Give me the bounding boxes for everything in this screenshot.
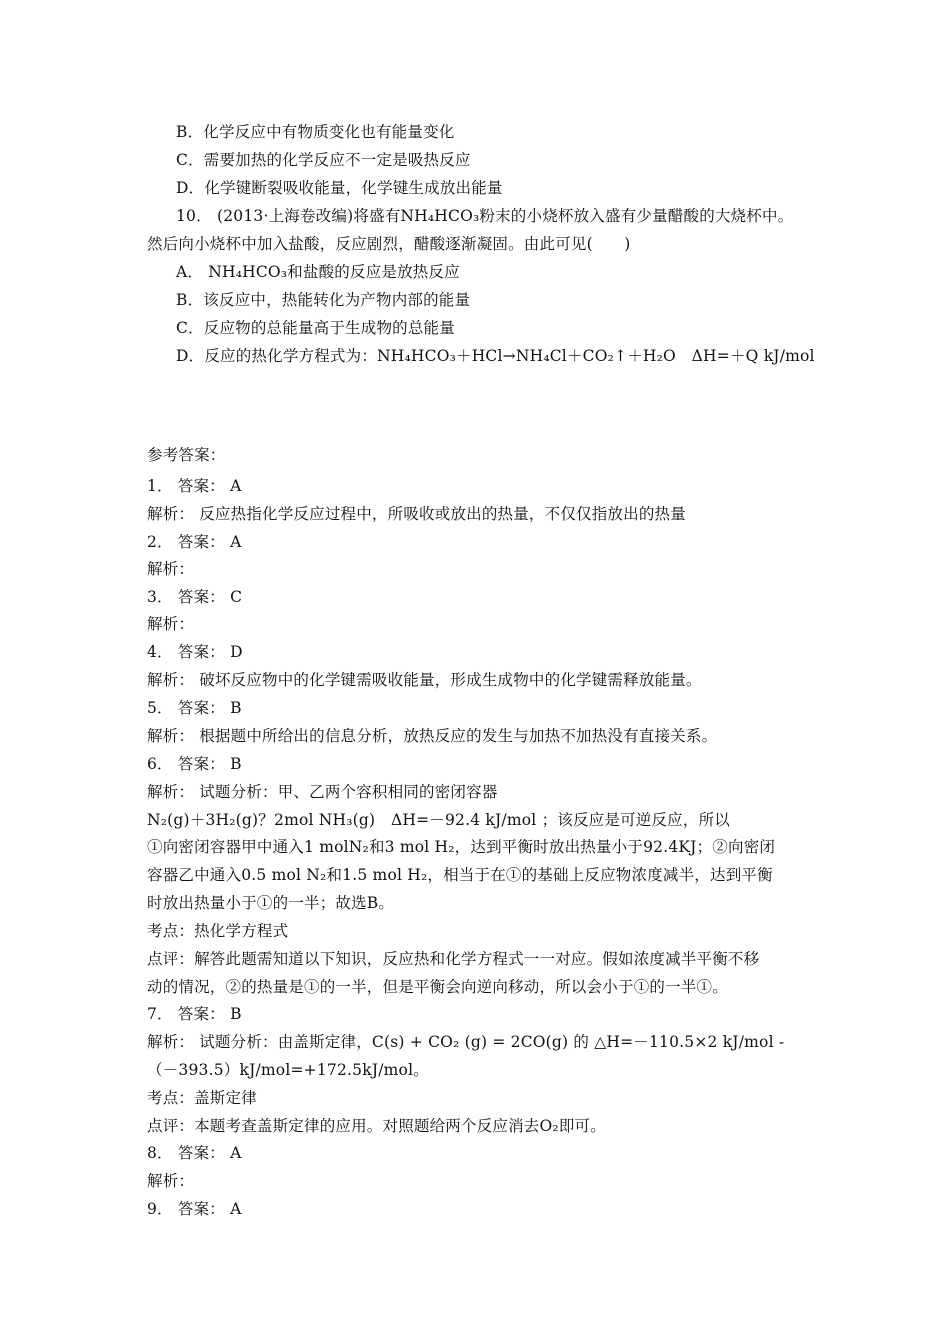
q9-option-d: D．化学键断裂吸收能量，化学键生成放出能量 — [176, 179, 503, 197]
answer-line: 解析： 破坏反应物中的化学键需吸收能量，形成生成物中的化学键需释放能量。 — [147, 671, 702, 689]
q9-option-c: C．需要加热的化学反应不一定是吸热反应 — [176, 151, 471, 169]
q10-stem-line-1: 10． (2013·上海卷改编)将盛有NH₄HCO₃粉末的小烧杯放入盛有少量醋酸的大烧杯中。 — [176, 207, 794, 225]
answer-line: 8． 答案： A — [147, 1144, 242, 1162]
answer-line: 点评：解答此题需知道以下知识，反应热和化学方程式一一对应。假如浓度减半平衡不移 — [147, 950, 760, 968]
answer-line: N₂(g)＋3H₂(g)？2mol NH₃(g) ΔH=－92.4 kJ/mol ；该反应是可逆反应，所以 — [147, 811, 730, 829]
answer-line: 6． 答案： B — [147, 755, 242, 773]
answer-line: 解析： — [147, 1172, 195, 1190]
answer-line: 9． 答案： A — [147, 1200, 242, 1218]
answer-line: 解析： — [147, 560, 195, 578]
answer-line: 1． 答案： A — [147, 477, 242, 495]
answer-line: 点评：本题考查盖斯定律的应用。对照题给两个反应消去O₂即可。 — [147, 1117, 606, 1135]
q9-option-b: B．化学反应中有物质变化也有能量变化 — [176, 123, 455, 141]
answer-line: 2． 答案： A — [147, 533, 242, 551]
answer-line: 时放出热量小于①的一半；故选B。 — [147, 894, 395, 912]
answer-line: 3． 答案： C — [147, 588, 243, 606]
answer-line: ①向密闭容器甲中通入1 molN₂和3 mol H₂，达到平衡时放出热量小于92.4KJ；②向密闭 — [147, 838, 776, 856]
answer-line: 考点：热化学方程式 — [147, 922, 289, 940]
answer-line: 解析： — [147, 615, 195, 633]
answer-line: 解析： 试题分析：由盖斯定律，C(s) + CO₂ (g) = 2CO(g) 的 △H=－110.5×2 kJ/mol - — [147, 1033, 785, 1051]
answer-line: 7． 答案： B — [147, 1005, 242, 1023]
q10-stem-line-2: 然后向小烧杯中加入盐酸，反应剧烈，醋酸逐渐凝固。由此可见( ) — [147, 235, 631, 253]
answer-line: 4． 答案： D — [147, 643, 243, 661]
q10-option-b: B．该反应中，热能转化为产物内部的能量 — [176, 291, 471, 309]
answer-line: 动的情况，②的热量是①的一半，但是平衡会向逆向移动，所以会小于①的一半①。 — [147, 978, 728, 996]
answer-line: 5． 答案： B — [147, 699, 242, 717]
answers-heading: 参考答案： — [147, 446, 226, 464]
answer-line: 容器乙中通入0.5 mol N₂和1.5 mol H₂，相当于在①的基础上反应物浓度减半，达到平衡 — [147, 866, 773, 884]
answer-line: 解析： 试题分析：甲、乙两个容积相同的密闭容器 — [147, 783, 498, 801]
q10-option-c: C．反应物的总能量高于生成物的总能量 — [176, 319, 455, 337]
answer-line: 解析： 反应热指化学反应过程中，所吸收或放出的热量，不仅仅指放出的热量 — [147, 505, 686, 523]
answer-line: 考点：盖斯定律 — [147, 1089, 257, 1107]
answer-line: 解析： 根据题中所给出的信息分析，放热反应的发生与加热不加热没有直接关系。 — [147, 727, 718, 745]
q10-option-a: A． NH₄HCO₃和盐酸的反应是放热反应 — [176, 263, 460, 281]
q10-option-d: D．反应的热化学方程式为：NH₄HCO₃＋HCl→NH₄Cl＋CO₂↑＋H₂O ΔH=＋Q kJ/mol — [176, 347, 815, 365]
answer-line: （－393.5）kJ/mol=+172.5kJ/mol。 — [147, 1061, 429, 1079]
